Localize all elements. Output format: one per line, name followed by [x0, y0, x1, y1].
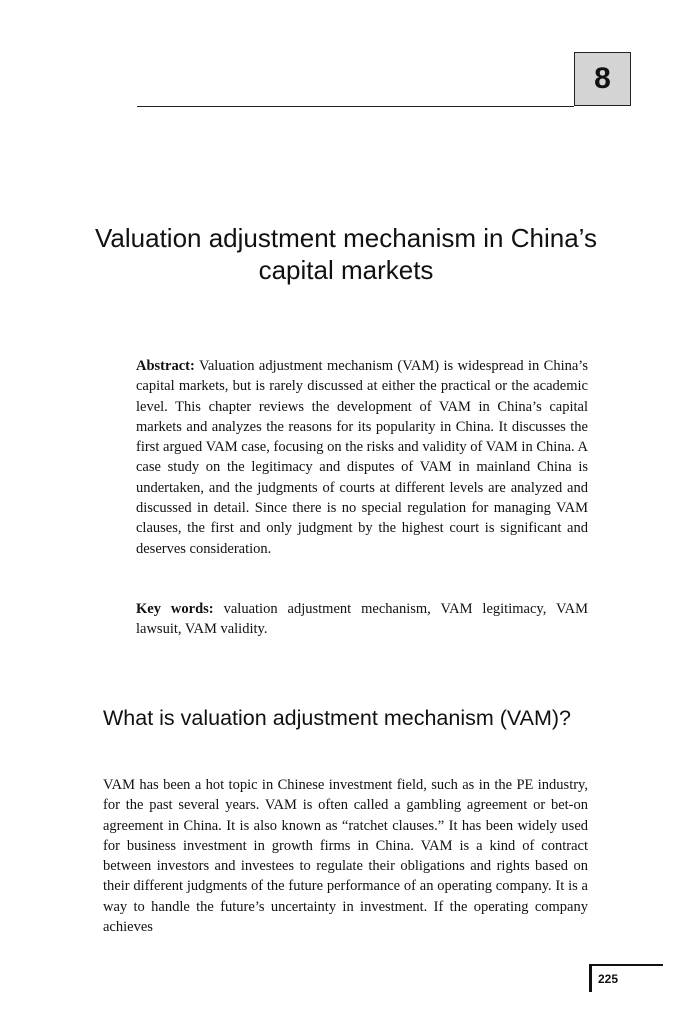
chapter-title: Valuation adjustment mechanism in China’s capital markets	[95, 223, 597, 285]
page-number: 225	[598, 972, 619, 986]
keywords-label: Key words:	[136, 601, 214, 617]
section-heading: What is valuation adjustment mechanism (VAM)?	[103, 706, 572, 730]
keywords-text: valuation adjustment mechanism, VAM legitimacy, VAM lawsuit, VAM validity.	[136, 601, 588, 638]
keywords	[136, 599, 588, 640]
folio-rule	[589, 964, 663, 966]
body-paragraph: VAM has been a hot topic in Chinese investment field, such as in the PE industry, for the past several years. VAM is often called a gambling agreement or bet-on agreement in China. It is also known as “ratchet clauses.” It has been widely used for business investment in growth firms in China. VAM is a kind of contract between investors and investees to regulate their obligations and rights based on their different judgments of the future performance of an operating company. It is a way to handle the future’s uncertainty in investment. If the operating company achieves	[103, 777, 588, 936]
abstract-text: Valuation adjustment mechanism (VAM) is widespread in China’s capital markets, but is rarely discussed at either the practical or the academic level. This chapter reviews the development of VAM in China’s capital markets and analyzes the reasons for its popularity in China. It discusses the first argued VAM case, focusing on the risks and validity of VAM in China. A case study on the legitimacy and disputes of VAM in mainland China is undertaken, and the judgments of courts at different levels are analyzed and discussed in detail. Since there is no special regulation for managing VAM clauses, the first and only judgment by the highest court is significant and deserves consideration.	[136, 358, 588, 557]
abstract	[136, 356, 588, 559]
chapter-header-rule	[137, 106, 574, 107]
chapter-number: 8	[574, 52, 631, 106]
folio-rule-vertical	[589, 964, 592, 992]
abstract-label: Abstract:	[136, 358, 195, 374]
